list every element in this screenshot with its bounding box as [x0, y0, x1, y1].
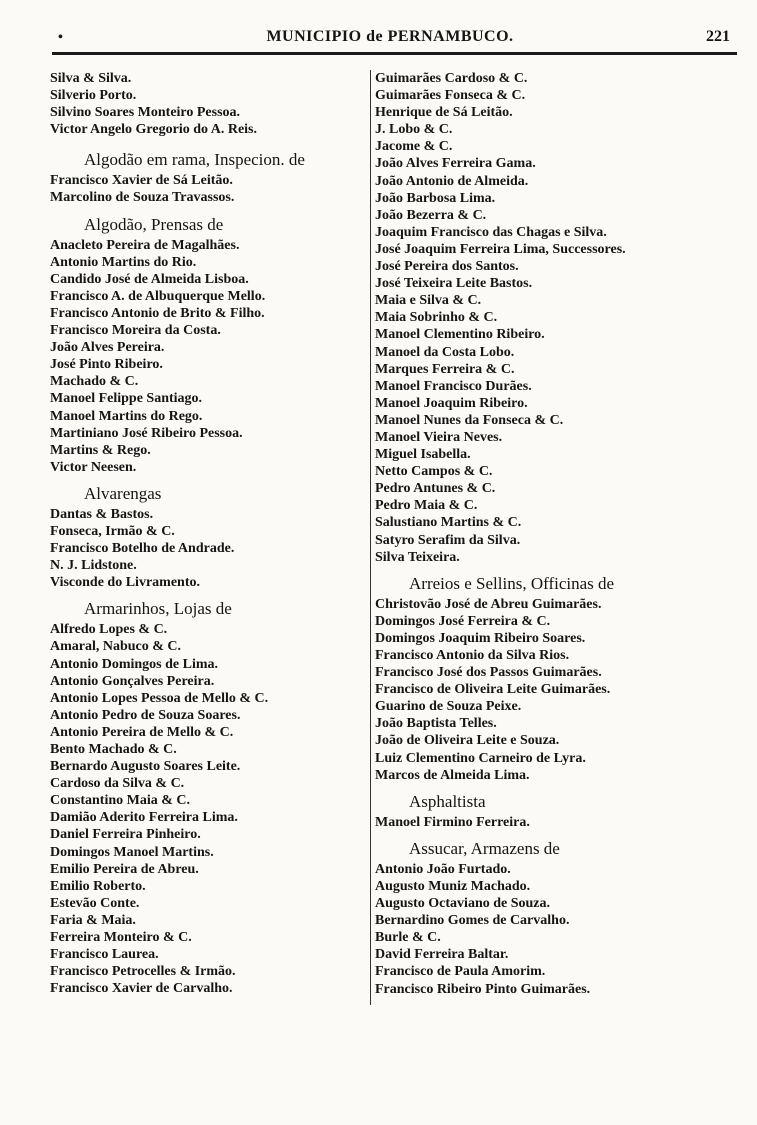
directory-entry: Dantas & Bastos.	[50, 506, 154, 522]
directory-entry: Manoel Clementino Ribeiro.	[375, 327, 545, 343]
directory-entry: João Barbosa Lima.	[375, 190, 496, 206]
directory-entry: José Pinto Ribeiro.	[50, 357, 163, 373]
directory-entry: Netto Campos & C.	[375, 464, 493, 480]
directory-entry: Manoel Firmino Ferreira.	[375, 814, 530, 830]
section-heading: Armarinhos, Lojas de	[84, 599, 232, 619]
directory-entry: Joaquim Francisco das Chagas e Silva.	[375, 224, 607, 240]
directory-entry: Antonio Domingos de Lima.	[50, 656, 219, 672]
directory-entry: Silverio Porto.	[50, 88, 137, 104]
page-header	[40, 26, 740, 52]
directory-entry: Guimarães Fonseca & C.	[375, 88, 526, 104]
directory-entry: Marques Ferreira & C.	[375, 361, 515, 377]
directory-entry: Damião Aderito Ferreira Lima.	[50, 810, 238, 826]
directory-entry: Satyro Serafim da Silva.	[375, 532, 521, 548]
header-rule	[52, 52, 737, 55]
directory-entry: Domingos José Ferreira & C.	[375, 613, 551, 629]
directory-entry: Constantino Maia & C.	[50, 793, 191, 809]
directory-entry: Anacleto Pereira de Magalhães.	[50, 237, 240, 253]
section-heading: Alvarengas	[84, 483, 162, 503]
directory-entry: Francisco de Oliveira Leite Guimarães.	[375, 682, 611, 698]
directory-entry: João Antonio de Almeida.	[375, 173, 529, 189]
directory-entry: João Baptista Telles.	[375, 716, 497, 732]
directory-entry: Augusto Octaviano de Souza.	[375, 896, 551, 912]
directory-entry: João Alves Pereira.	[50, 340, 165, 356]
directory-entry: Francisco Ribeiro Pinto Guimarães.	[375, 981, 591, 997]
directory-entry: Francisco Antonio de Brito & Filho.	[50, 305, 265, 321]
directory-entry: Manoel Nunes da Fonseca & C.	[375, 412, 564, 428]
directory-entry: Francisco Botelho de Andrade.	[50, 541, 235, 557]
directory-entry: Machado & C.	[50, 374, 139, 390]
running-title: MUNICIPIO de PERNAMBUCO.	[266, 28, 514, 45]
directory-entry: Domingos Manoel Martins.	[50, 844, 214, 860]
directory-entry: Francisco Xavier de Sá Leitão.	[50, 173, 233, 189]
column-divider	[370, 70, 371, 1005]
directory-entry: Victor Neesen.	[50, 459, 137, 475]
directory-entry: David Ferreira Baltar.	[375, 947, 509, 963]
section-heading: Algodão em rama, Inspecion. de	[84, 150, 305, 170]
section-heading: Arreios e Sellins, Officinas de	[409, 573, 615, 593]
directory-entry: Francisco Antonio da Silva Rios.	[375, 648, 570, 663]
directory-entry: Francisco Laurea.	[50, 947, 159, 963]
section-heading: Asphaltista	[409, 791, 486, 811]
directory-entry: Cardoso da Silva & C.	[50, 776, 185, 792]
directory-entry: Bento Machado & C.	[50, 742, 177, 757]
directory-entry: Manoel Vieira Neves.	[375, 429, 503, 445]
directory-entry: Manoel Joaquim Ribeiro.	[375, 395, 528, 411]
directory-entry: Domingos Joaquim Ribeiro Soares.	[375, 630, 586, 646]
directory-entry: Martiniano José Ribeiro Pessoa.	[50, 425, 243, 441]
directory-entry: João de Oliveira Leite e Souza.	[375, 733, 560, 749]
directory-entry: J. Lobo & C.	[375, 122, 453, 138]
directory-entry: Augusto Muniz Machado.	[375, 878, 531, 894]
directory-entry: Luiz Clementino Carneiro de Lyra.	[375, 750, 586, 766]
directory-entry: Francisco A. de Albuquerque Mello.	[50, 288, 266, 304]
directory-entry: Silva Teixeira.	[375, 549, 460, 565]
directory-entry: Pedro Antunes & C.	[375, 481, 496, 497]
directory-entry: Guimarães Cardoso & C.	[375, 71, 528, 86]
section-heading: Assucar, Armazens de	[409, 838, 560, 858]
directory-entry: Francisco José dos Passos Guimarães.	[375, 665, 602, 681]
directory-entry: Henrique de Sá Leitão.	[375, 105, 513, 121]
directory-entry: Candido José de Almeida Lisboa.	[50, 271, 249, 287]
section-heading: Algodão, Prensas de	[84, 214, 224, 234]
directory-entry: Silvino Soares Monteiro Pessoa.	[50, 105, 241, 121]
directory-entry: Marcolino de Souza Travassos.	[50, 190, 235, 206]
directory-entry: João Bezerra & C.	[375, 207, 487, 223]
directory-entry: Antonio Lopes Pessoa de Mello & C.	[50, 690, 269, 706]
directory-entry: Amaral, Nabuco & C.	[50, 639, 182, 655]
directory-entry: Antonio Martins do Rio.	[50, 254, 197, 270]
directory-entry: Salustiano Martins & C.	[375, 515, 522, 531]
directory-entry: Marcos de Almeida Lima.	[375, 767, 530, 783]
directory-entry: Alfredo Lopes & C.	[50, 622, 168, 638]
directory-entry: José Joaquim Ferreira Lima, Successores.	[375, 241, 626, 257]
directory-entry: Antonio João Furtado.	[375, 861, 511, 877]
directory-entry: Manoel Felippe Santiago.	[50, 391, 203, 407]
directory-entry: Miguel Isabella.	[375, 447, 471, 463]
page-number: 221	[706, 28, 730, 45]
directory-entry: Ferreira Monteiro & C.	[50, 930, 192, 946]
directory-entry: Visconde do Livramento.	[50, 575, 200, 591]
directory-entry: João Alves Ferreira Gama.	[375, 156, 536, 172]
directory-entry: Maia e Silva & C.	[375, 293, 482, 309]
directory-entry: Christovão José de Abreu Guimarães.	[375, 596, 602, 612]
directory-entry: Bernardo Augusto Soares Leite.	[50, 759, 241, 775]
directory-entry: Francisco Moreira da Costa.	[50, 323, 221, 339]
directory-entry: Bernardino Gomes de Carvalho.	[375, 913, 570, 929]
directory-entry: Martins & Rego.	[50, 442, 151, 458]
directory-entry: Manoel Francisco Durães.	[375, 378, 532, 394]
right-column	[375, 70, 737, 998]
directory-entry: Daniel Ferreira Pinheiro.	[50, 827, 201, 843]
directory-entry: Silva & Silva.	[50, 71, 132, 86]
directory-entry: Burle & C.	[375, 930, 441, 946]
directory-entry: Francisco Xavier de Carvalho.	[50, 981, 233, 997]
directory-entry: José Teixeira Leite Bastos.	[375, 276, 533, 292]
directory-entry: Francisco Petrocelles & Irmão.	[50, 964, 236, 980]
directory-entry: Jacome & C.	[375, 139, 453, 155]
directory-entry: Guarino de Souza Peixe.	[375, 699, 522, 715]
directory-entry: Fonseca, Irmão & C.	[50, 523, 175, 539]
left-column	[50, 70, 365, 997]
directory-entry: Antonio Pedro de Souza Soares.	[50, 707, 241, 723]
directory-entry: Pedro Maia & C.	[375, 498, 478, 514]
directory-entry: Antonio Pereira de Mello & C.	[50, 724, 234, 740]
directory-entry: Manoel da Costa Lobo.	[375, 344, 515, 360]
directory-entry: N. J. Lidstone.	[50, 558, 137, 574]
directory-entry: Maia Sobrinho & C.	[375, 310, 498, 326]
directory-entry: Faria & Maia.	[50, 912, 136, 928]
directory-entry: Estevão Conte.	[50, 895, 140, 911]
directory-entry: Francisco de Paula Amorim.	[375, 964, 546, 980]
directory-entry: Manoel Martins do Rego.	[50, 408, 203, 424]
directory-entry: Victor Angelo Gregorio do A. Reis.	[50, 122, 257, 138]
header-bullet: •	[58, 30, 63, 45]
directory-entry: Emilio Roberto.	[50, 878, 146, 894]
directory-entry: José Pereira dos Santos.	[375, 259, 519, 275]
directory-entry: Antonio Gonçalves Pereira.	[50, 673, 215, 689]
directory-entry: Emilio Pereira de Abreu.	[50, 861, 199, 877]
